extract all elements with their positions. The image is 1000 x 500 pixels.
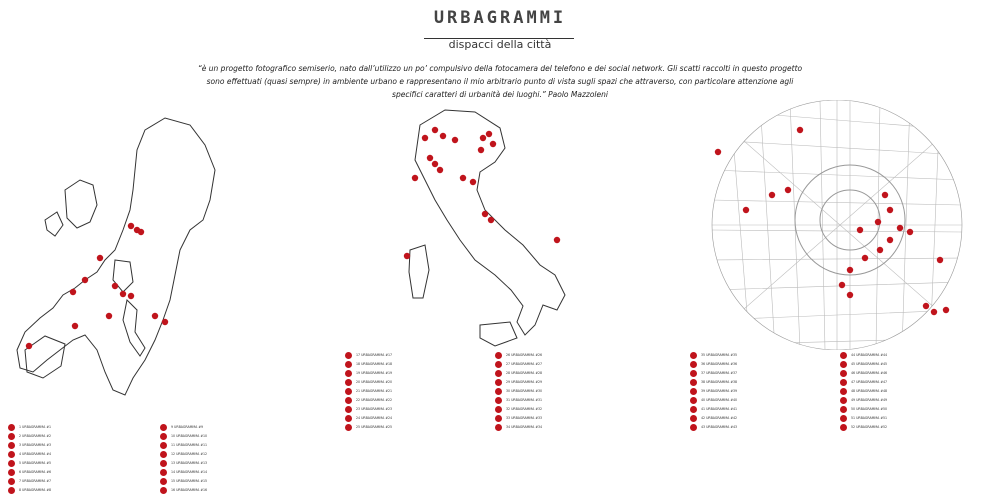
legend-marker <box>840 397 847 404</box>
map-marker <box>162 319 168 325</box>
legend-item: 5 URBAGRAMMA #5 <box>8 460 138 468</box>
map-marker <box>486 131 492 137</box>
legend-marker <box>160 469 167 476</box>
map-marker <box>128 223 134 229</box>
legend-item: 32 URBAGRAMMA #32 <box>495 406 625 414</box>
map-marker <box>72 323 78 329</box>
legend-item: 1 URBAGRAMMA #1 <box>8 424 138 432</box>
legend-item: 24 URBAGRAMMA #24 <box>345 415 475 423</box>
legend-item: 36 URBAGRAMMA #36 <box>690 361 820 369</box>
legend-marker <box>8 442 15 449</box>
map-marker <box>785 187 791 193</box>
legend-item: 2 URBAGRAMMA #2 <box>8 433 138 441</box>
map-marker <box>427 155 433 161</box>
legend-marker <box>690 361 697 368</box>
legend-item: 9 URBAGRAMMA #9 <box>160 424 290 432</box>
legend-marker <box>690 388 697 395</box>
legend-item: 27 URBAGRAMMA #27 <box>495 361 625 369</box>
map-marker <box>769 192 775 198</box>
legend-item: 35 URBAGRAMMA #35 <box>690 352 820 360</box>
legend-marker <box>495 397 502 404</box>
map-marker <box>452 137 458 143</box>
legend-item: 22 URBAGRAMMA #22 <box>345 397 475 405</box>
map-marker <box>887 207 893 213</box>
legend-item: 16 URBAGRAMMA #16 <box>160 487 290 495</box>
legend-marker <box>840 370 847 377</box>
legend-marker <box>690 379 697 386</box>
legend-marker <box>345 352 352 359</box>
map-marker <box>847 267 853 273</box>
legend-item: 28 URBAGRAMMA #28 <box>495 370 625 378</box>
legend-col-3 <box>345 352 485 442</box>
legend-marker <box>495 370 502 377</box>
legend-item: 45 URBAGRAMMA #45 <box>840 361 970 369</box>
legend-marker <box>8 460 15 467</box>
city-map <box>690 100 985 350</box>
legend-marker <box>495 415 502 422</box>
legend-marker <box>160 478 167 485</box>
legend-item: 4 URBAGRAMMA #4 <box>8 451 138 459</box>
map-marker <box>82 277 88 283</box>
legend-item: 3 URBAGRAMMA #3 <box>8 442 138 450</box>
map-marker <box>847 292 853 298</box>
legend-marker <box>840 388 847 395</box>
map-marker <box>97 255 103 261</box>
map-marker <box>460 175 466 181</box>
map-marker <box>437 167 443 173</box>
legend-marker <box>345 406 352 413</box>
title-block <box>420 8 580 51</box>
legend-marker <box>8 424 15 431</box>
europe-markers <box>26 223 168 349</box>
legend-marker <box>345 424 352 431</box>
legend-item: 13 URBAGRAMMA #13 <box>160 460 290 468</box>
map-marker <box>404 253 410 259</box>
legend-marker <box>345 388 352 395</box>
map-marker <box>128 293 134 299</box>
legend-marker <box>345 379 352 386</box>
map-marker <box>482 211 488 217</box>
legend-item: 17 URBAGRAMMA #17 <box>345 352 475 360</box>
map-marker <box>877 247 883 253</box>
legend-item: 18 URBAGRAMMA #18 <box>345 361 475 369</box>
legend-col-6 <box>840 352 990 442</box>
legend-marker <box>8 469 15 476</box>
map-marker <box>106 313 112 319</box>
map-marker <box>120 291 126 297</box>
legend-marker <box>495 406 502 413</box>
map-marker <box>897 225 903 231</box>
legend-marker <box>345 370 352 377</box>
map-marker <box>26 343 32 349</box>
italy-outline <box>409 110 565 346</box>
legend-item: 41 URBAGRAMMA #41 <box>690 406 820 414</box>
europe-map <box>5 110 225 410</box>
page-title: URBAGRAMMI <box>433 8 567 28</box>
legend-marker <box>8 478 15 485</box>
legend-item: 38 URBAGRAMMA #38 <box>690 379 820 387</box>
legend-item: 31 URBAGRAMMA #31 <box>495 397 625 405</box>
map-marker <box>923 303 929 309</box>
legend-item: 48 URBAGRAMMA #48 <box>840 388 970 396</box>
legend-marker <box>8 451 15 458</box>
legend-item: 51 URBAGRAMMA #51 <box>840 415 970 423</box>
legend-marker <box>160 451 167 458</box>
map-marker <box>138 229 144 235</box>
legend-item: 43 URBAGRAMMA #43 <box>690 424 820 432</box>
legend-marker <box>690 406 697 413</box>
legend-item: 19 URBAGRAMMA #19 <box>345 370 475 378</box>
legend-marker <box>495 379 502 386</box>
legend-marker <box>345 397 352 404</box>
legend-item: 6 URBAGRAMMA #6 <box>8 469 138 477</box>
map-marker <box>554 237 560 243</box>
map-marker <box>412 175 418 181</box>
legend-marker <box>840 352 847 359</box>
legend-col-2 <box>160 424 300 500</box>
page-subtitle: dispacci della città <box>448 38 552 51</box>
legend-item: 40 URBAGRAMMA #40 <box>690 397 820 405</box>
legend-marker <box>160 487 167 494</box>
legend-item: 11 URBAGRAMMA #11 <box>160 442 290 450</box>
map-marker <box>839 282 845 288</box>
legend-marker <box>690 415 697 422</box>
legend-item: 39 URBAGRAMMA #39 <box>690 388 820 396</box>
map-marker <box>440 133 446 139</box>
legend-item: 23 URBAGRAMMA #23 <box>345 406 475 414</box>
legend-item: 26 URBAGRAMMA #26 <box>495 352 625 360</box>
legend-marker <box>160 424 167 431</box>
legend-marker <box>8 433 15 440</box>
legend-col-4 <box>495 352 635 442</box>
map-marker <box>875 219 881 225</box>
map-marker <box>470 179 476 185</box>
legend-marker <box>8 487 15 494</box>
legend-item: 21 URBAGRAMMA #21 <box>345 388 475 396</box>
legend-marker <box>160 442 167 449</box>
map-marker <box>882 192 888 198</box>
legend-item: 8 URBAGRAMMA #8 <box>8 487 138 495</box>
map-marker <box>422 135 428 141</box>
legend-marker <box>840 424 847 431</box>
legend-col-5 <box>690 352 830 442</box>
legend-item: 25 URBAGRAMMA #25 <box>345 424 475 432</box>
legend-item: 20 URBAGRAMMA #20 <box>345 379 475 387</box>
legend-marker <box>690 397 697 404</box>
legend-item: 10 URBAGRAMMA #10 <box>160 433 290 441</box>
italy-map <box>385 100 615 350</box>
map-marker <box>478 147 484 153</box>
legend-marker <box>495 361 502 368</box>
map-marker <box>862 255 868 261</box>
legend-item: 44 URBAGRAMMA #44 <box>840 352 970 360</box>
legend-marker <box>690 352 697 359</box>
map-marker <box>488 217 494 223</box>
legend-item: 46 URBAGRAMMA #46 <box>840 370 970 378</box>
title-divider <box>424 38 574 39</box>
legend-item: 47 URBAGRAMMA #47 <box>840 379 970 387</box>
legend-marker <box>495 424 502 431</box>
map-marker <box>743 207 749 213</box>
italy-markers <box>404 127 560 259</box>
legend-item: 34 URBAGRAMMA #34 <box>495 424 625 432</box>
legend-marker <box>160 433 167 440</box>
map-marker <box>112 283 118 289</box>
legend-item: 37 URBAGRAMMA #37 <box>690 370 820 378</box>
legend-item: 29 URBAGRAMMA #29 <box>495 379 625 387</box>
legend-marker <box>690 370 697 377</box>
map-marker <box>887 237 893 243</box>
legend-marker <box>345 361 352 368</box>
legend-col-1 <box>8 424 148 500</box>
legend-item: 42 URBAGRAMMA #42 <box>690 415 820 423</box>
map-marker <box>797 127 803 133</box>
legend-marker <box>345 415 352 422</box>
map-marker <box>480 135 486 141</box>
legend-item: 50 URBAGRAMMA #50 <box>840 406 970 414</box>
legend-item: 33 URBAGRAMMA #33 <box>495 415 625 423</box>
map-marker <box>943 307 949 313</box>
legend-marker <box>840 379 847 386</box>
legend-item: 12 URBAGRAMMA #12 <box>160 451 290 459</box>
legend-item: 14 URBAGRAMMA #14 <box>160 469 290 477</box>
map-marker <box>432 127 438 133</box>
legend-item: 52 URBAGRAMMA #52 <box>840 424 970 432</box>
legend-marker <box>495 388 502 395</box>
legend-marker <box>160 460 167 467</box>
legend-marker <box>495 352 502 359</box>
map-marker <box>70 289 76 295</box>
city-street-grid <box>712 100 962 350</box>
map-marker <box>907 229 913 235</box>
legend-item: 7 URBAGRAMMA #7 <box>8 478 138 486</box>
legend-marker <box>690 424 697 431</box>
map-marker <box>931 309 937 315</box>
project-quote: “è un progetto fotografico semiserio, nato dall’utilizzo un po’ compulsivo della fotocamera del telefono e dei social network. Gli scatti raccolti in questo progetto sono effettuati (quasi sempre) in ambiente urbano e rappresentano il mio arbitrario punto di vista sugli spazi che attraverso, con particolare attenzione agli specifici caratteri di urbanità dei luoghi.” Paolo Mazzoleni <box>197 64 803 99</box>
map-marker <box>937 257 943 263</box>
map-marker <box>857 227 863 233</box>
legend-marker <box>840 415 847 422</box>
map-marker <box>715 149 721 155</box>
map-marker <box>152 313 158 319</box>
europe-outline <box>17 118 215 395</box>
legend-marker <box>840 406 847 413</box>
map-marker <box>432 161 438 167</box>
map-marker <box>490 141 496 147</box>
legend-item: 30 URBAGRAMMA #30 <box>495 388 625 396</box>
legend-marker <box>840 361 847 368</box>
legend-item: 49 URBAGRAMMA #49 <box>840 397 970 405</box>
legend-item: 15 URBAGRAMMA #15 <box>160 478 290 486</box>
